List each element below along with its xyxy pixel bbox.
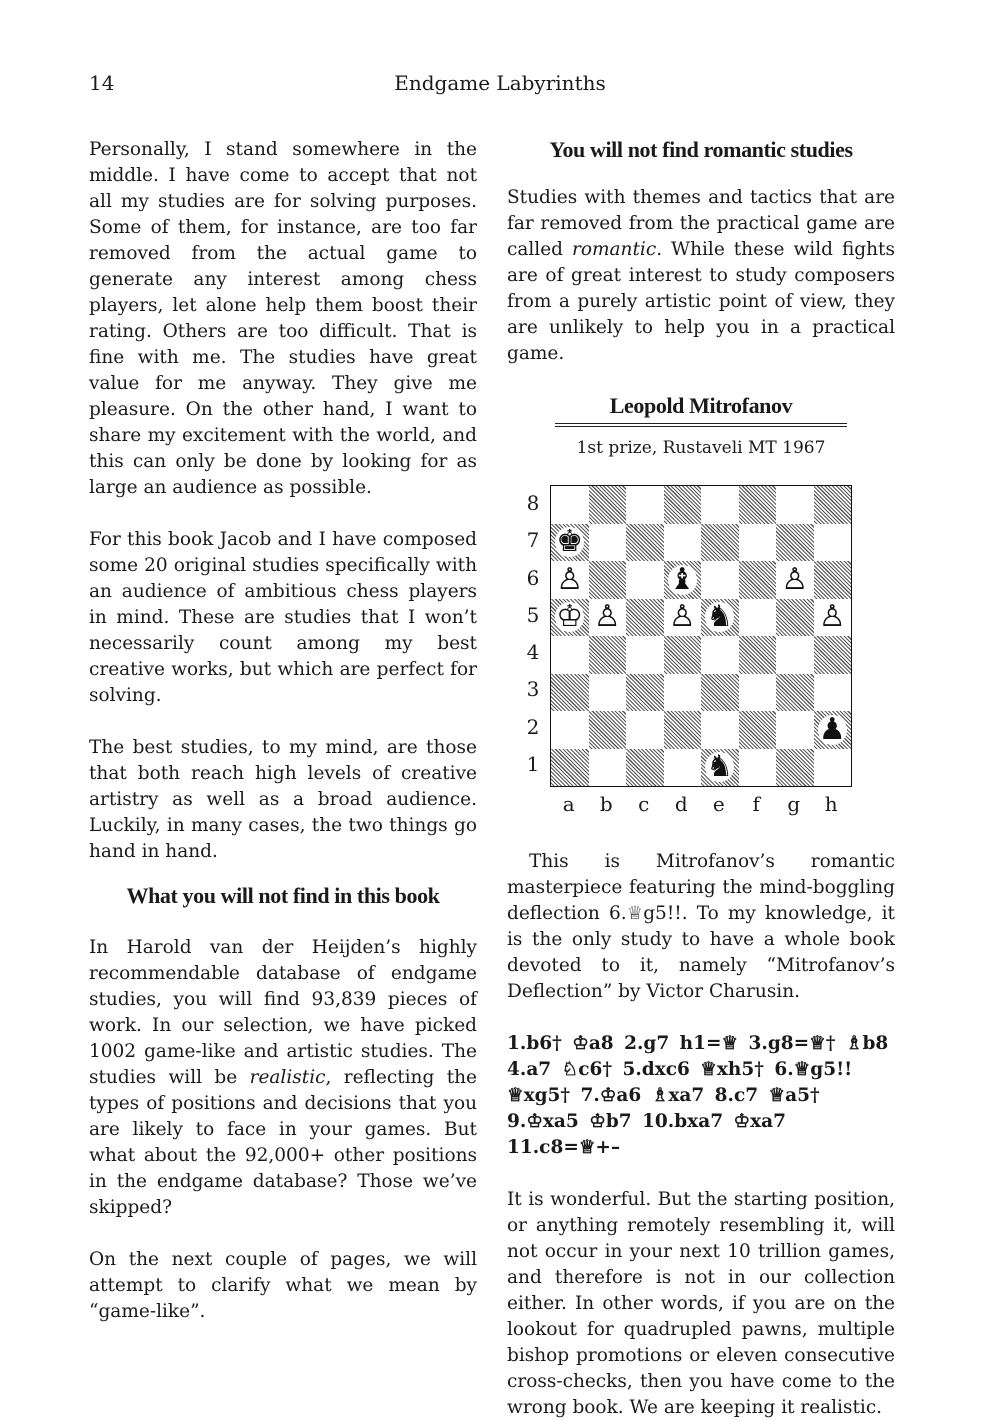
- white-king-icon: ♔: [556, 599, 584, 635]
- white-pawn-icon: ♙: [593, 599, 621, 635]
- board-square: [814, 486, 852, 524]
- board-square: [664, 636, 702, 674]
- chess-diagram: [507, 479, 895, 849]
- double-rule: [555, 423, 847, 427]
- white-pawn-icon: ♙: [668, 599, 696, 635]
- board-square: [814, 749, 852, 787]
- board-square: [814, 674, 852, 712]
- board-square: [739, 674, 777, 712]
- board-square: [776, 636, 814, 674]
- board-square: [776, 674, 814, 712]
- board-square: [664, 561, 702, 599]
- black-king-icon: ♚: [556, 524, 584, 560]
- board-square: [776, 749, 814, 787]
- board-square: [701, 636, 739, 674]
- rank-label: 1: [526, 751, 540, 776]
- white-pawn-icon: ♙: [556, 561, 584, 597]
- file-label: a: [562, 792, 575, 816]
- board-square: [664, 524, 702, 562]
- right-column: [507, 137, 895, 1421]
- board-square: [664, 749, 702, 787]
- study-source: 1st prize, Rustaveli MT 1967: [576, 438, 826, 458]
- board-square: [701, 711, 739, 749]
- board-square: [626, 486, 664, 524]
- board-square: [626, 711, 664, 749]
- paragraph: Studies with themes and tactics that are far removed from the practical game are called romantic. While these wild fights are of great interest to study composers from a purely artistic point of view, they are unlikely to help you in a practical game.: [507, 187, 895, 364]
- rank-label: 5: [526, 602, 540, 627]
- board-square: [551, 524, 589, 562]
- board-square: [739, 561, 777, 599]
- board-square: [626, 561, 664, 599]
- paragraph: Personally, I stand somewhere in the middle. I have come to accept that not all my studies are for solving purposes. Some of them, for instance, are too far removed from the actual game to generate any interest among chess players, let alone help them boost their rating. Others are too difficult. That is fine with me. The studies have great value for me anyway. They give me pleasure. On the other hand, I want to share my excitement with the world, and this can only be done by looking for as large an audience as possible.: [89, 139, 477, 498]
- section-heading: What you will not find in this book: [126, 883, 440, 908]
- board-square: [739, 524, 777, 562]
- board-square: [626, 749, 664, 787]
- rank-label: 6: [526, 565, 540, 590]
- board-square: [664, 674, 702, 712]
- board-square: [814, 561, 852, 599]
- paragraph: In Harold van der Heijden’s highly recommendable database of endgame studies, you will find 93,839 pieces of work. In our selection, we have picked 1002 game-like and artistic studies. The studies will be realistic, reflecting the types of positions and decisions that you are likely to face in your games. But what about the 92,000+ other positions in the endgame database? Those we’ve skipped?: [89, 937, 477, 1218]
- file-label: e: [712, 792, 725, 816]
- board-square: [739, 486, 777, 524]
- board-square: [626, 599, 664, 637]
- solution-moves: 1.b6† ♔a8 2.g7 h1=♕ 3.g8=♕† ♗b8 4.a7 ♘c6† 5.dxc6 ♕xh5† 6.♕g5!! ♕xg5† 7.♔a6 ♗xa7 8.c7 ♕a5† 9.♔xa5 ♔b7 10.bxa7 ♔xa7 11.c8=♕+–: [507, 1033, 889, 1158]
- file-label: d: [674, 792, 688, 816]
- file-labels: [550, 791, 850, 817]
- page-number: 14: [89, 71, 115, 95]
- paragraph: For this book Jacob and I have composed some 20 original studies specifically with an audience of ambitious chess players in mind. These are studies that I won’t necessarily count among my best creative works, but which are perfect for solving.: [89, 529, 477, 706]
- black-knight-icon: ♞: [706, 599, 734, 635]
- board-square: [776, 524, 814, 562]
- board-square: [626, 636, 664, 674]
- board-square: [551, 486, 589, 524]
- left-column: [89, 137, 477, 1325]
- board-square: [664, 599, 702, 637]
- running-title: Endgame Labyrinths: [394, 71, 606, 95]
- board-square: [589, 561, 627, 599]
- board-square: [551, 749, 589, 787]
- board-square: [701, 599, 739, 637]
- board-square: [814, 524, 852, 562]
- emphasis: romantic: [572, 239, 657, 260]
- rank-label: 4: [526, 640, 540, 664]
- file-label: g: [787, 792, 801, 816]
- board-square: [776, 711, 814, 749]
- paragraph: On the next couple of pages, we will attempt to clarify what we mean by “game-like”.: [89, 1249, 477, 1322]
- board-square: [776, 599, 814, 637]
- paragraph: This is Mitrofanov’s romantic masterpiece featuring the mind-boggling deflection 6.♕g5!!. To my knowledge, it is the only study to have a whole book devoted to it, namely “Mitrofanov’s Deflection” by Victor Charusin.: [507, 851, 895, 1002]
- chess-board: [550, 485, 852, 787]
- emphasis: realistic: [249, 1067, 326, 1088]
- board-square: [551, 561, 589, 599]
- board-square: [551, 711, 589, 749]
- board-square: [551, 599, 589, 637]
- rank-label: 2: [526, 714, 540, 739]
- section-heading: You will not find romantic studies: [549, 137, 853, 162]
- board-square: [589, 599, 627, 637]
- board-square: [739, 749, 777, 787]
- board-square: [664, 711, 702, 749]
- board-square: [551, 636, 589, 674]
- board-square: [589, 524, 627, 562]
- file-label: f: [752, 792, 760, 816]
- board-square: [551, 674, 589, 712]
- board-square: [739, 636, 777, 674]
- paragraph: It is wonderful. But the starting position, or anything remotely resembling it, will not occur in your next 10 trillion games, and therefore is not in our collection either. In other words, if you are on the lookout for quadrupled pawns, multiple bishop promotions or eleven consecutive cross-checks, then you have come to the wrong book. We are keeping it realistic.: [507, 1189, 895, 1418]
- board-square: [701, 486, 739, 524]
- rank-label: 3: [526, 677, 540, 702]
- board-square: [776, 486, 814, 524]
- file-label: h: [824, 792, 838, 816]
- file-label: b: [599, 792, 613, 816]
- black-bishop-icon: ♝: [668, 561, 696, 597]
- board-square: [589, 636, 627, 674]
- board-square: [589, 749, 627, 787]
- board-square: [701, 561, 739, 599]
- black-pawn-icon: ♟: [818, 711, 846, 747]
- white-pawn-icon: ♙: [818, 599, 846, 635]
- board-square: [814, 636, 852, 674]
- board-square: [739, 711, 777, 749]
- board-square: [589, 711, 627, 749]
- board-square: [814, 711, 852, 749]
- board-square: [701, 524, 739, 562]
- board-square: [701, 674, 739, 712]
- board-square: [776, 561, 814, 599]
- board-square: [701, 749, 739, 787]
- board-square: [664, 486, 702, 524]
- board-square: [626, 674, 664, 712]
- rank-label: 7: [526, 528, 540, 553]
- black-knight-icon: ♞: [706, 749, 734, 785]
- board-square: [589, 486, 627, 524]
- board-square: [589, 674, 627, 712]
- board-square: [626, 524, 664, 562]
- rank-label: 8: [526, 491, 540, 515]
- board-square: [739, 599, 777, 637]
- file-label: c: [638, 792, 650, 816]
- study-composer: Leopold Mitrofanov: [609, 393, 793, 418]
- board-square: [814, 599, 852, 637]
- rank-labels: [523, 485, 543, 783]
- white-pawn-icon: ♙: [781, 561, 809, 597]
- paragraph: The best studies, to my mind, are those that both reach high levels of creative artistry as well as a broad audience. Luckily, in many cases, the two things go hand in hand.: [89, 737, 477, 862]
